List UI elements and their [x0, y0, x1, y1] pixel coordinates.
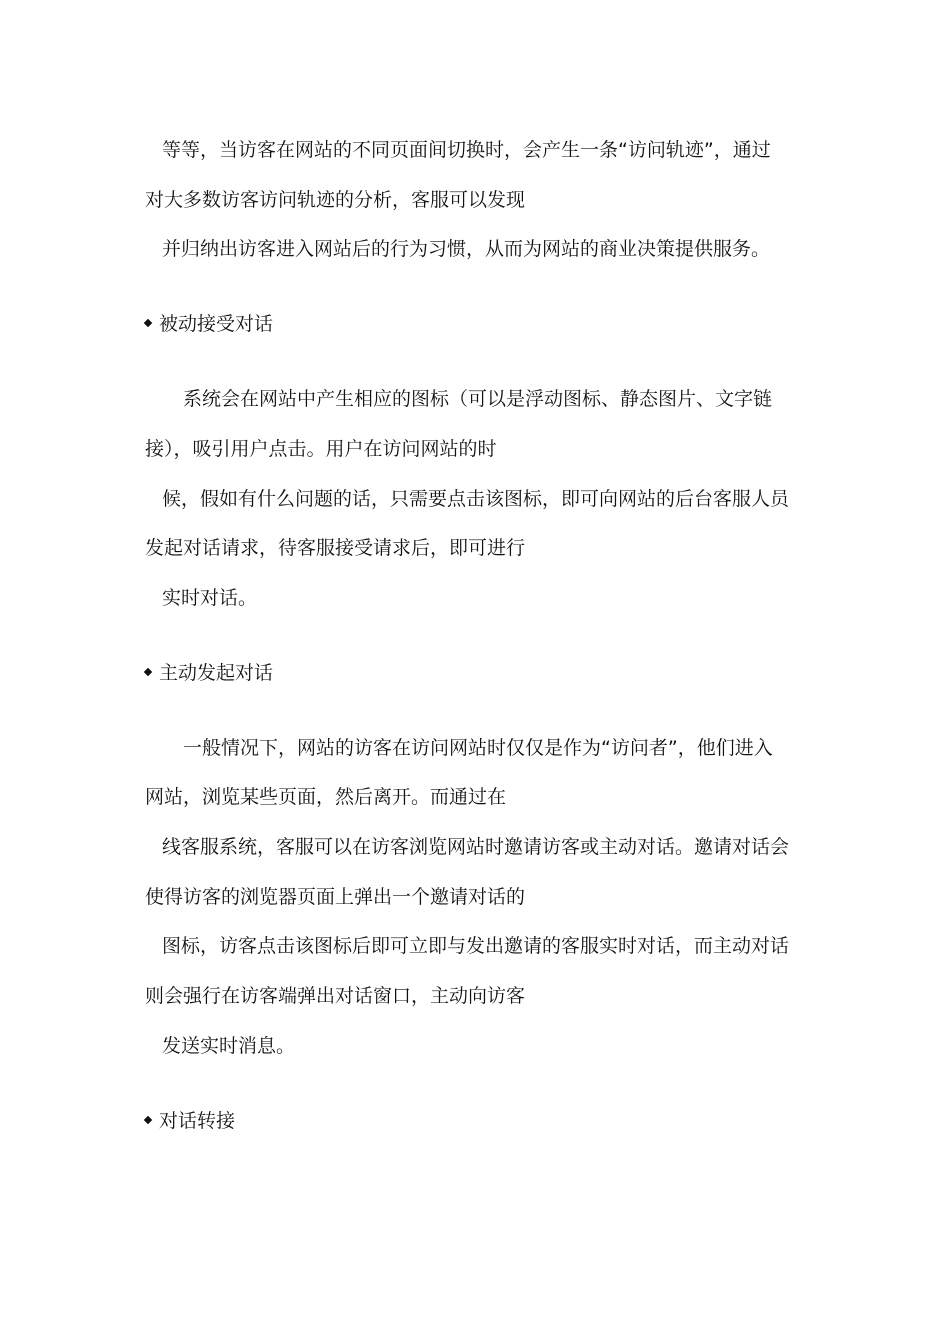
section-heading-proactive [145, 660, 273, 686]
heading-text: 对话转接 [159, 1110, 236, 1132]
paragraph-line: 网站，浏览某些页面，然后离开。而通过在 [145, 786, 507, 808]
section-heading-transfer [145, 1108, 235, 1134]
paragraph-line: 图标，访客点击该图标后即可立即与发出邀请的客服实时对话，而主动对话 [162, 935, 790, 957]
section-heading-passive [145, 311, 273, 337]
paragraph-line: 发送实时消息。 [162, 1035, 296, 1057]
paragraph-line: 接），吸引用户点击。用户在访问网站的时 [145, 438, 497, 460]
paragraph-line: 实时对话。 [162, 587, 258, 609]
diamond-bullet-icon [144, 667, 152, 675]
paragraph-line: 系统会在网站中产生相应的图标（可以是浮动图标、静态图片、文字链 [183, 388, 773, 410]
paragraph-line: 候，假如有什么问题的话，只需要点击该图标，即可向网站的后台客服人员 [162, 488, 790, 510]
paragraph-line: 使得访客的浏览器页面上弹出一个邀请对话的 [145, 886, 526, 908]
paragraph-line: 并归纳出访客进入网站后的行为习惯，从而为网站的商业决策提供服务。 [162, 238, 771, 260]
diamond-bullet-icon [144, 1115, 152, 1123]
heading-text: 被动接受对话 [159, 313, 274, 335]
paragraph-line: 对大多数访客访问轨迹的分析，客服可以发现 [145, 189, 526, 211]
paragraph-line: 则会强行在访客端弹出对话窗口，主动向访客 [145, 985, 526, 1007]
diamond-bullet-icon [144, 318, 152, 326]
heading-text: 主动发起对话 [159, 662, 274, 684]
paragraph-line: 发起对话请求，待客服接受请求后，即可进行 [145, 537, 526, 559]
paragraph-line: 等等，当访客在网站的不同页面间切换时，会产生一条“访问轨迹”，通过 [162, 139, 771, 161]
paragraph-line: 一般情况下，网站的访客在访问网站时仅仅是作为“访问者”，他们进入 [183, 737, 773, 759]
paragraph-line: 线客服系统，客服可以在访客浏览网站时邀请访客或主动对话。邀请对话会 [162, 836, 790, 858]
